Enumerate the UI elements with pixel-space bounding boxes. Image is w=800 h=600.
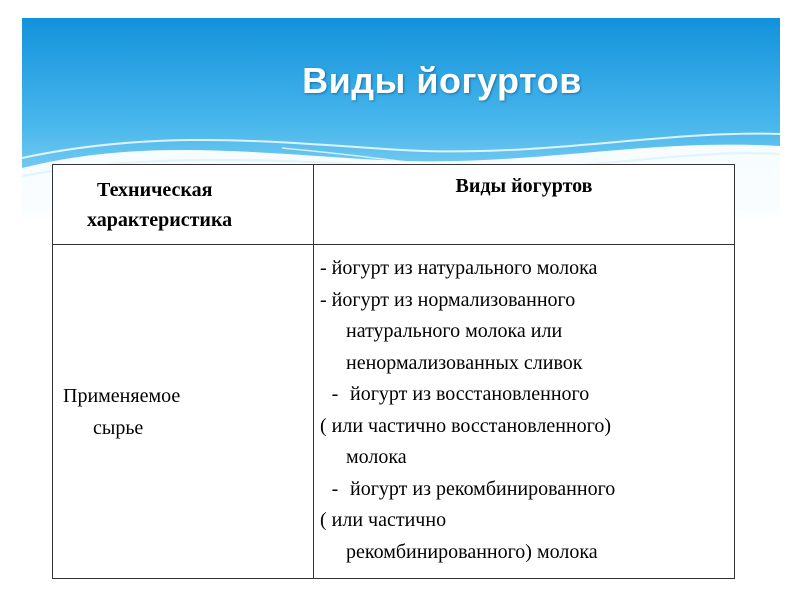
list-item-text: йогурт из рекомбинированного	[350, 477, 616, 500]
header-yogurt-types: Виды йогуртов	[314, 165, 735, 245]
table-row	[53, 245, 735, 579]
yogurt-types-table	[52, 164, 735, 579]
list-item: - йогурт из натурального молока	[320, 257, 598, 279]
raw-material-label-cell	[53, 245, 314, 579]
list-item	[320, 379, 730, 411]
row-left-line-1: Применяемое	[63, 384, 181, 407]
table-header-row	[53, 165, 735, 245]
list-item: молока	[346, 446, 407, 468]
slide-title: Виды йогуртов	[302, 60, 582, 101]
list-item-text: йогурт из восстановленного	[350, 383, 590, 405]
header-left-line-2: характеристика	[87, 209, 233, 231]
yogurt-list-cell	[314, 245, 735, 579]
row-left-line-2: сырье	[93, 416, 144, 439]
header-left-line-1: Техническая	[97, 179, 213, 201]
list-item: рекомбинированного) молока	[346, 540, 598, 563]
list-dash: -	[331, 477, 339, 500]
header-technical-characteristic	[53, 165, 314, 245]
list-dash: -	[331, 383, 339, 405]
list-item: ( или частично	[320, 509, 447, 531]
list-item: ненормализованных сливок	[346, 351, 583, 374]
list-item: ( или частично восстановленного)	[320, 414, 611, 437]
list-item: - йогурт из нормализованного	[320, 288, 576, 311]
list-item	[320, 474, 730, 506]
list-item: натурального молока или	[346, 320, 563, 342]
